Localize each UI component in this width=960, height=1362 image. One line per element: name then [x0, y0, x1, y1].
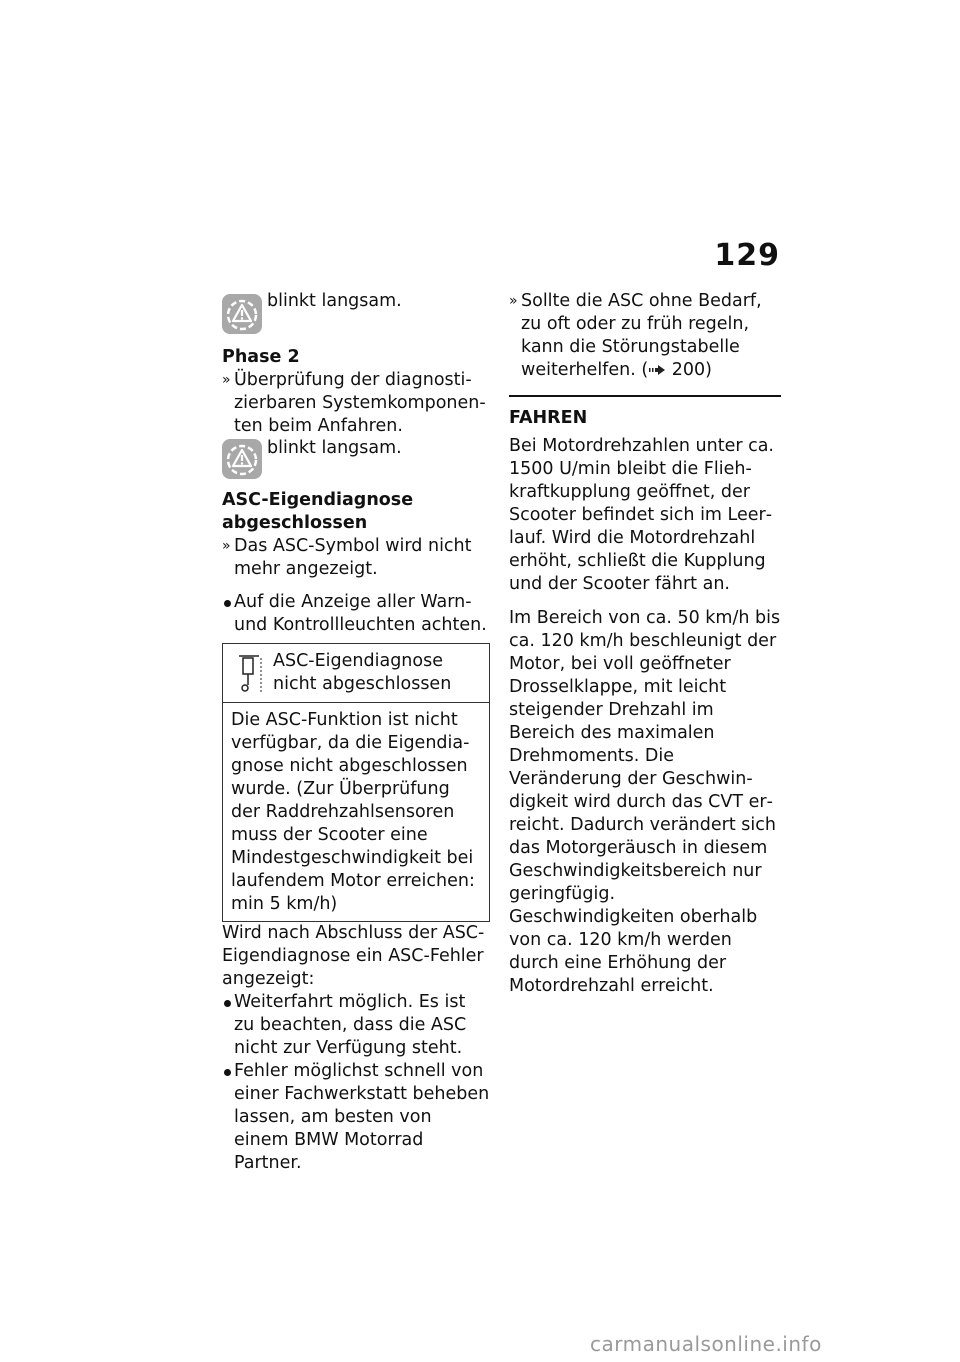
- asc-heading-line2: abgeschlossen: [222, 513, 368, 533]
- step-marker: »: [222, 372, 231, 388]
- reference-open: (: [641, 360, 649, 380]
- notice-body: Die ASC-Funktion ist nicht verfügbar, da die Eigendiagnose nicht abgeschlossen wurde. (Zur Überprüfung der Raddrehzahlsensoren muss der Scooter eine Mindestgeschwindigkeit bei laufendem Motor erreichen: min 5 km/h): [231, 710, 475, 914]
- asc-tip-text: Sollte die ASC ohne Bedarf, zu oft oder zu früh regeln, kann die Störungstabelle weiterhelfen.: [521, 291, 762, 380]
- notice-title: ASC-Eigendiagnose nicht abgeschlossen: [273, 651, 452, 694]
- phase2-step: [222, 369, 490, 438]
- notice-box: [222, 643, 490, 922]
- asc-heading-line1: ASC-Eigendiagnose: [222, 490, 414, 510]
- fahren-paragraph-3: Geschwindigkeiten oberhalb von ca. 120 km/h werden durch eine Erhöhung der Motordrehzahl erreicht.: [509, 907, 758, 996]
- fault-intro: Wird nach Abschluss der ASC-Eigendiagnose ein ASC-Fehler angezeigt:: [222, 923, 485, 989]
- fault-bullet-1: [222, 991, 490, 1060]
- bullet-dot: [224, 1069, 231, 1076]
- phase2-heading: Phase 2: [222, 347, 300, 367]
- asc-warning-icon: [222, 294, 262, 334]
- phase2-step-text: Überprüfung der diagnostizierbaren Systemkomponenten beim Anfahren.: [234, 370, 486, 436]
- warning-text: blinkt langsam.: [267, 438, 402, 458]
- warning-text: blinkt langsam.: [267, 291, 402, 311]
- asc-result: [222, 535, 490, 581]
- fault-bullet-2-text: Fehler möglichst schnell von einer Fachwerkstatt beheben lassen, am besten von einem BMW Motorrad Partner.: [234, 1061, 490, 1173]
- right-column: [509, 290, 781, 998]
- left-column: [222, 290, 490, 1175]
- watermark: carmanualsonline.info: [590, 1332, 822, 1356]
- asc-action: [222, 591, 490, 637]
- asc-warning-icon: [222, 439, 262, 479]
- fahren-heading: FAHREN: [509, 395, 781, 430]
- bullet-dot: [224, 600, 231, 607]
- step-marker: »: [509, 293, 518, 309]
- asc-tip: [509, 290, 781, 382]
- fault-bullet-2: [222, 1060, 490, 1175]
- arrow-reference-icon: [648, 364, 666, 376]
- bullet-dot: [224, 1000, 231, 1007]
- reference-page: 200): [671, 360, 712, 380]
- page-number: 129: [714, 238, 780, 273]
- fahren-paragraph-1: Bei Motordrehzahlen unter ca. 1500 U/min bleibt die Fliehkraftkupplung geöffnet, der Scooter befindet sich im Leerlauf. Wird die Motordrehzahl erhöht, schließt die Kupplung und der Scooter fährt an.: [509, 436, 774, 594]
- asc-warning-row-1: [222, 290, 490, 336]
- step-marker: »: [222, 538, 231, 554]
- asc-result-text: Das ASC-Symbol wird nicht mehr angezeigt.: [234, 536, 472, 579]
- asc-action-text: Auf die Anzeige aller Warn- und Kontrollleuchten achten.: [234, 592, 487, 635]
- asc-warning-row-2: [222, 437, 490, 483]
- wrench-notice-icon: [237, 652, 263, 694]
- fahren-paragraph-2: Im Bereich von ca. 50 km/h bis ca. 120 km/h beschleunigt der Motor, bei voll geöffneter Drosselklappe, mit leicht steigender Drehzahl im Bereich des maximalen Drehmoments. Die Veränderung der Geschwindigkeit wird durch das CVT erreicht. Dadurch verändert sich das Motorgeräusch in diesem Geschwindigkeitsbereich nur geringfügig.: [509, 608, 781, 904]
- notice-header: [223, 644, 489, 703]
- fault-bullet-1-text: Weiterfahrt möglich. Es ist zu beachten, dass die ASC nicht zur Verfügung steht.: [234, 992, 467, 1058]
